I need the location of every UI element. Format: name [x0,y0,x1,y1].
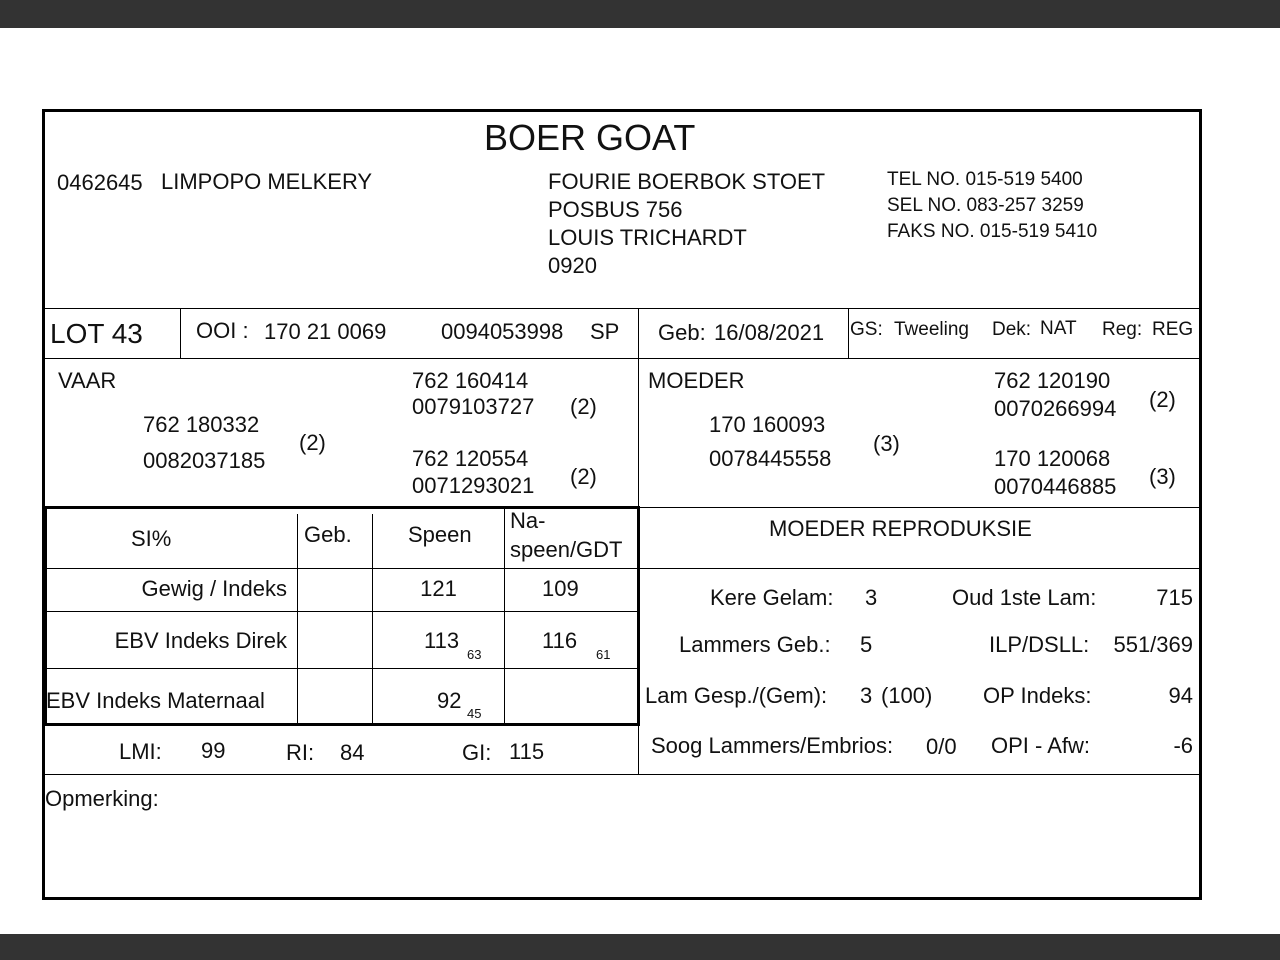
lammers-value: 5 [860,632,873,657]
row-gewig-label: Gewig / Indeks [141,576,287,601]
vaar-sire-code: (2) [570,394,597,419]
kere-label: Kere Gelam: [710,585,834,610]
row-direk-speen-accuracy: 63 [467,647,482,662]
kere-value: 3 [865,585,878,610]
remark-label: Opmerking: [45,786,159,811]
gesp-label: Lam Gesp./(Gem): [645,683,828,708]
moeder-dam-code: (3) [1149,464,1176,489]
divider-header [42,308,1202,309]
moeder-dam-id: 170 120068 [994,446,1111,471]
moeder-code: (3) [873,431,900,456]
gi-value: 115 [509,739,545,764]
op-value: 94 [1168,683,1193,708]
si-header: SI% [131,526,172,551]
soog-value: 0/0 [926,734,957,759]
soog-label: Soog Lammers/Embrios: [651,733,894,758]
gs-label: GS: [850,319,883,340]
moeder-id: 170 160093 [709,412,826,437]
divider-lot-v2 [848,308,849,358]
vaar-dam-id: 762 120554 [412,446,529,471]
opi-label: OPI - Afw: [991,733,1091,758]
op-label: OP Indeks: [983,683,1092,708]
ilp-value: 551/369 [1113,632,1193,657]
stud-name: FOURIE BOERBOK STOET [548,169,826,194]
moeder-sire-reg: 0070266994 [994,396,1117,421]
naspeen-header-line1: Na- [510,508,546,533]
card-title: BOER GOAT [484,117,696,158]
vaar-dam-code: (2) [570,464,597,489]
divider-si-col1 [297,514,298,725]
oud-value: 715 [1156,585,1193,610]
row-maternaal-speen: 92 [437,688,462,713]
geb-header: Geb. [304,522,352,547]
divider-si-col3 [504,508,505,725]
row-maternaal-label: EBV Indeks Maternaal [46,688,265,713]
ooi-number: 170 21 0069 [264,319,387,344]
lmi-value: 99 [201,738,226,763]
lot-label: LOT 43 [50,318,143,349]
divider-row3 [42,723,640,726]
row-gewig-naspeen: 109 [542,576,579,601]
row-direk-naspeen-accuracy: 61 [596,647,611,662]
bottom-bar [0,934,1280,960]
row-maternaal-speen-accuracy: 45 [467,706,482,721]
row-direk-label: EBV Indeks Direk [114,628,287,653]
gs-value: Tweeling [894,319,969,340]
vaar-id: 762 180332 [143,412,260,437]
divider-pedigree-left [42,506,640,509]
fax-number: FAKS NO. 015-519 5410 [887,221,1098,242]
row-direk-speen: 113 [424,628,460,653]
ooi-label: OOI : [196,318,249,343]
dek-label: Dek: [992,319,1032,340]
divider-lot-v1 [180,308,181,358]
address-line2: LOUIS TRICHARDT [548,225,747,250]
tel-number: TEL NO. 015-519 5400 [887,169,1083,190]
divider-row2 [42,668,640,669]
row-direk-naspeen: 116 [542,628,578,653]
divider-si-right [637,506,640,725]
ri-value: 84 [340,740,365,765]
divider-lot [42,358,1202,359]
lammers-label: Lammers Geb.: [679,632,831,657]
naspeen-header-line2: speen/GDT [510,537,623,562]
vaar-sire-id: 762 160414 [412,368,529,393]
oud-label: Oud 1ste Lam: [952,585,1097,610]
reg-value: REG [1152,319,1194,340]
vaar-reg: 0082037185 [143,448,266,473]
vaar-dam-reg: 0071293021 [412,473,535,498]
geb-label: Geb: [658,320,706,345]
divider-pedigree-right [640,507,1202,508]
registration-number: 0094053998 [441,319,564,344]
divider-row1 [42,611,640,612]
vaar-label: VAAR [58,368,117,393]
owner-id: 0462645 [57,170,143,195]
owner-name: LIMPOPO MELKERY [161,169,373,194]
address-line1: POSBUS 756 [548,197,683,222]
speen-header: Speen [408,522,472,547]
opi-value: -6 [1173,733,1193,758]
dek-value: NAT [1040,318,1077,339]
reg-label: Reg: [1102,319,1143,340]
sp-marker: SP [590,319,620,344]
moeder-sire-code: (2) [1149,387,1176,412]
vaar-sire-reg: 0079103727 [412,394,535,419]
moeder-sire-id: 762 120190 [994,368,1111,393]
vaar-code: (2) [299,430,326,455]
reproduction-title: MOEDER REPRODUKSIE [769,516,1032,541]
top-bar [0,0,1280,28]
birth-date: 16/08/2021 [714,320,825,345]
row-gewig-speen: 121 [420,576,457,601]
gesp-value: 3 [860,683,873,708]
gem-value: (100) [881,683,933,708]
divider-si-col2 [372,514,373,725]
moeder-dam-reg: 0070446885 [994,474,1117,499]
moeder-reg: 0078445558 [709,446,832,471]
lmi-label: LMI: [119,739,162,764]
divider-indices [42,774,1202,775]
gi-label: GI: [462,740,492,765]
moeder-label: MOEDER [648,368,745,393]
postal-code: 0920 [548,253,597,278]
ri-label: RI: [286,740,315,765]
divider-si-header [42,568,1202,569]
ilp-label: ILP/DSLL: [989,632,1090,657]
cell-number: SEL NO. 083-257 3259 [887,195,1084,216]
